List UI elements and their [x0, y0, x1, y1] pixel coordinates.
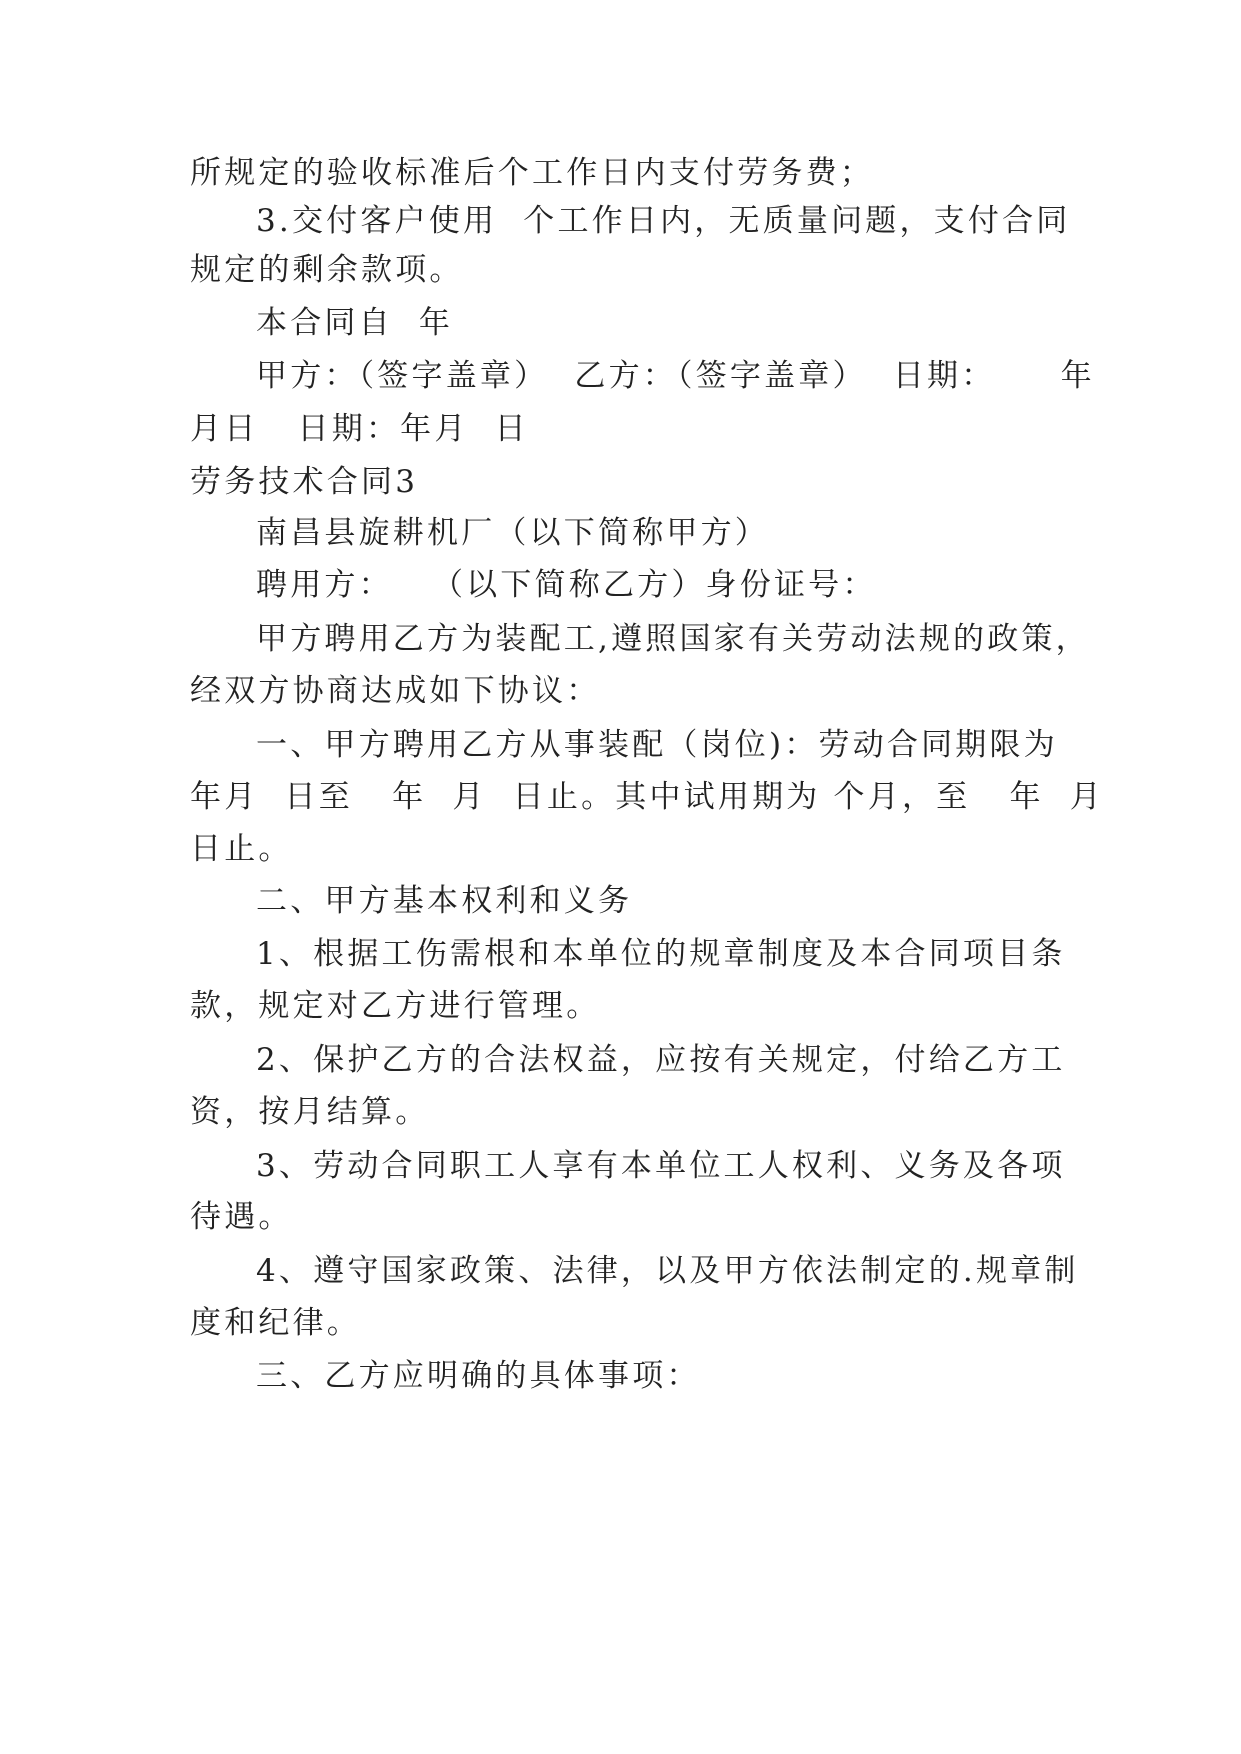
text-line: 3.交付客户使用 个工作日内，无质量问题，支付合同 — [256, 203, 1071, 239]
text-line: 所规定的验收标准后个工作日内支付劳务费； — [190, 155, 874, 191]
text-line: 3、劳动合同职工人享有本单位工人权利、义务及各项 — [256, 1148, 1066, 1184]
text-line: 4、遵守国家政策、法律，以及甲方依法制定的.规章制 — [256, 1253, 1079, 1289]
text-line: 资，按月结算。 — [190, 1094, 430, 1130]
text-line: 三、乙方应明确的具体事项： — [256, 1358, 701, 1394]
text-line: 度和纪律。 — [190, 1305, 361, 1341]
text-line: 聘用方： （以下简称乙方）身份证号： — [256, 567, 877, 603]
text-line: 甲方聘用乙方为装配工,遵照国家有关劳动法规的政策， — [256, 621, 1090, 657]
text-line: 待遇。 — [190, 1199, 293, 1235]
text-line: 本合同自 年 — [256, 305, 454, 341]
text-line: 甲方：（签字盖章） 乙方：（签字盖章） 日期： 年 — [256, 358, 1095, 394]
text-line: 规定的剩余款项。 — [190, 252, 464, 288]
text-line: 款，规定对乙方进行管理。 — [190, 988, 601, 1024]
text-line: 2、保护乙方的合法权益，应按有关规定，付给乙方工 — [256, 1042, 1066, 1078]
text-line: 1、根据工伤需根和本单位的规章制度及本合同项目条 — [256, 936, 1066, 972]
text-line: 一、甲方聘用乙方从事装配（岗位)：劳动合同期限为 — [256, 727, 1058, 763]
text-line: 日止。 — [190, 831, 293, 867]
text-line: 年月 日至 年 月 日止。其中试用期为 个月，至 年 月 — [190, 779, 1105, 815]
text-line: 月日 日期：年月 日 — [190, 411, 529, 447]
text-line: 二、甲方基本权利和义务 — [256, 883, 633, 919]
text-line: 南昌县旋耕机厂（以下简称甲方） — [256, 515, 769, 551]
text-line: 经双方协商达成如下协议： — [190, 673, 601, 709]
section-title: 劳务技术合同3 — [190, 464, 419, 500]
